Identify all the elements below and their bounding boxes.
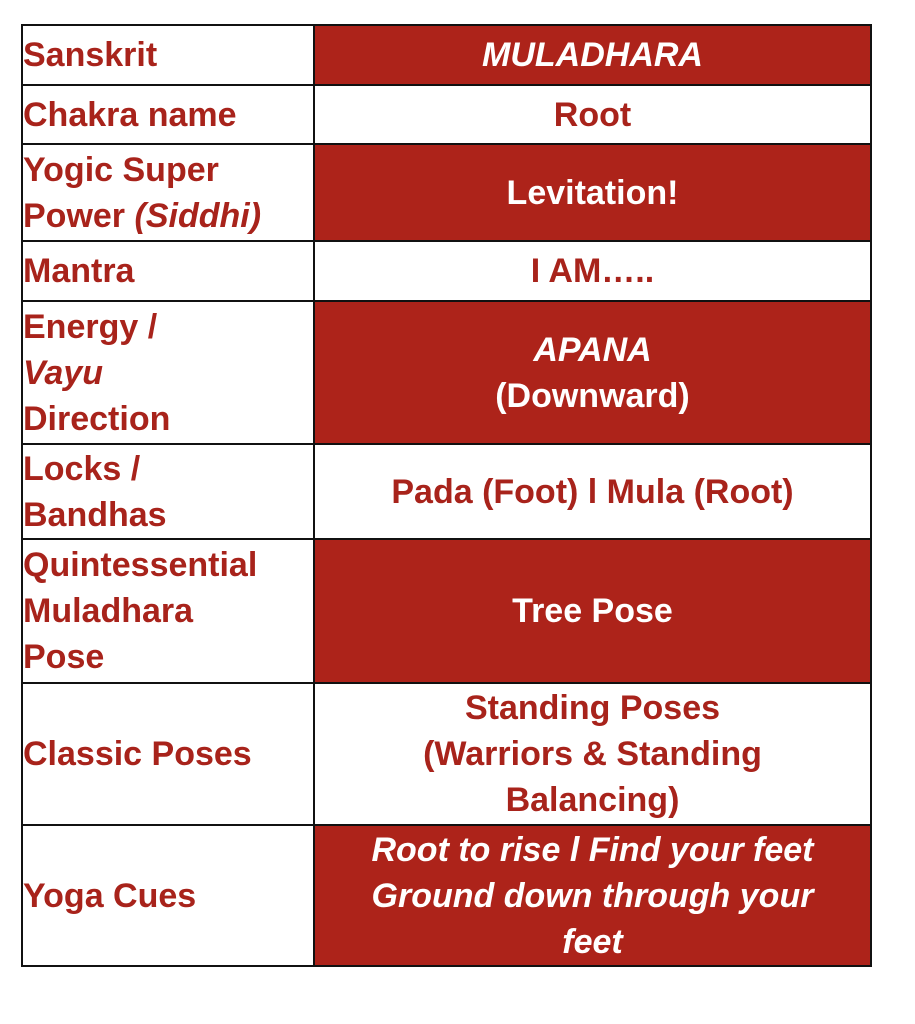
row-label [22,85,314,144]
row-value [314,683,871,825]
value-text: Pada (Foot) l Mula (Root) [391,472,794,511]
value-text: MULADHARA [482,36,703,74]
value-text: (Downward) [495,376,690,415]
table-row-locks-bandhas [22,444,871,539]
value-text: I AM….. [530,252,655,290]
row-value [314,539,871,683]
label-text: Mantra [23,252,135,290]
label-text: Direction [23,399,171,438]
value-text: feet [562,922,623,961]
row-label [22,301,314,444]
row-label [22,539,314,683]
row-value [314,301,871,444]
label-text: Energy / [23,307,158,346]
row-value [314,25,871,85]
row-label [22,25,314,85]
table-row-chakra-name [22,85,871,144]
row-value [314,444,871,539]
muladhara-chakra-table [21,24,872,967]
table-row-yoga-cues [22,825,871,966]
label-text: Bandhas [23,495,167,534]
value-text: Tree Pose [512,592,673,630]
table-row-yogic-super-power [22,144,871,241]
value-text: Standing Poses [464,689,721,727]
table-row-classic-poses [22,683,871,825]
label-text: Locks / [23,449,141,488]
row-label [22,825,314,966]
value-text: Balancing) [505,781,680,819]
value-text-italic: APANA [533,330,652,369]
table-row-energy-vayu [22,301,871,444]
row-value [314,241,871,301]
label-text: Yoga Cues [23,876,197,915]
label-text: Power [23,196,126,235]
label-text: Sanskrit [23,36,158,74]
row-value [314,825,871,966]
label-text-italic: Vayu [23,353,104,392]
row-label [22,241,314,301]
row-label [22,444,314,539]
value-text: Levitation! [506,173,679,212]
label-text-italic: (Siddhi) [134,196,262,235]
row-label [22,144,314,241]
table-row-mantra [22,241,871,301]
value-text: Ground down through your [371,876,814,915]
row-label [22,683,314,825]
label-text: Classic Poses [23,735,252,773]
label-text: Muladhara [23,592,194,630]
value-text: Root [553,95,632,134]
value-text: Root to rise l Find your feet [371,830,814,869]
table-row-quintessential-pose [22,539,871,683]
label-text: Chakra name [23,95,237,134]
label-text: Pose [23,638,105,676]
label-text: Quintessential [23,546,258,584]
row-value [314,85,871,144]
value-text: (Warriors & Standing [423,735,762,773]
label-text: Yogic Super [23,150,219,189]
row-value [314,144,871,241]
table-row-sanskrit [22,25,871,85]
